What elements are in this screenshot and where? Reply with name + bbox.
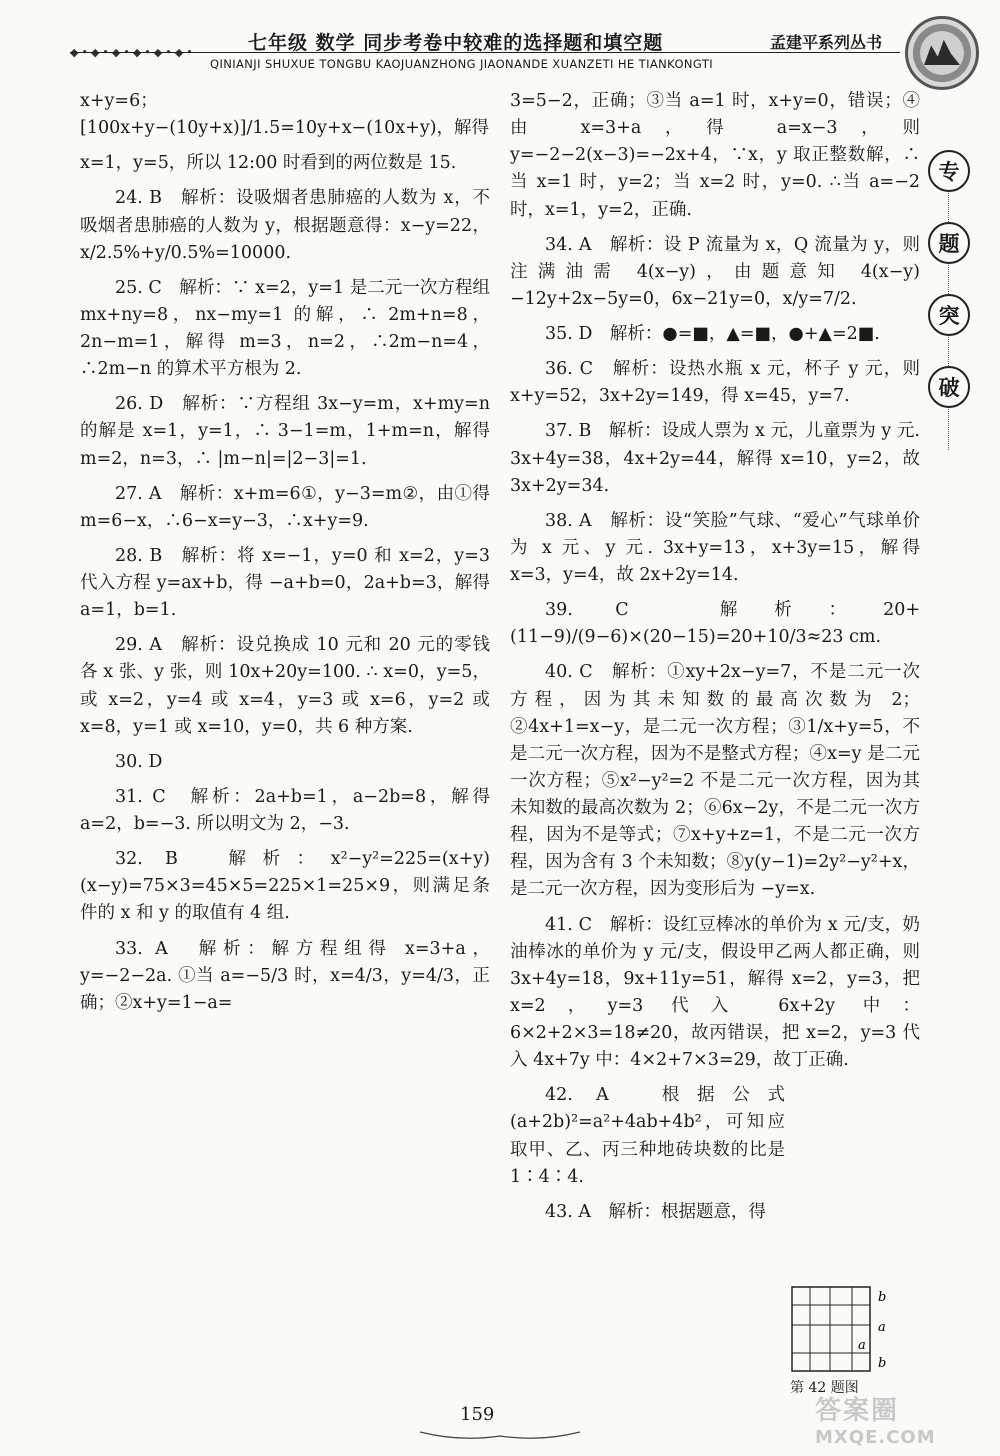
answer-24: 24. B 解析：设吸烟者患肺癌的人数为 x，不吸烟者患肺癌的人数为 y，根据题意得：x−y=22，x/2.5%+y/0.5%=10000. bbox=[80, 188, 490, 263]
answer-28: 28. B 解析：将 x=−1，y=0 和 x=2，y=3 代入方程 y=ax+b，得 −a+b=0，2a+b=3，解得 a=1，b=1. bbox=[80, 545, 490, 621]
tile-grid-diagram bbox=[790, 1285, 890, 1375]
answer-30: 30. D bbox=[115, 751, 163, 772]
answer-39: 39. C 解析：20+(11−9)/(9−6)×(20−15)=20+10/3≈23 cm. bbox=[510, 600, 920, 648]
side-seal-3: 突 bbox=[928, 294, 970, 336]
answer-40: 40. C 解析：①xy+2x−y=7，不是二元一次方程，因为其未知数的最高次数为 2；②4x+1=x−y，是二元一次方程；③1/x+y=5，不是二元一次方程，因为不是整式方程；④x=y 是二元一次方程；⑤x²−y²=2 不是二元一次方程，因为其未知数的最高次数为 2；⑥6x−2y，不是二元一次方程，因为不是等式；⑦x+y+z=1，不是二元一次方程，因为含有 3 个未知数；⑧y(y−1)=2y²−y²+x，是二元一次方程，因为变形后为 −y=x. bbox=[510, 662, 920, 900]
figure-caption: 第 42 题图 bbox=[790, 1380, 859, 1396]
side-seal-4: 破 bbox=[928, 366, 970, 408]
side-seal-1: 专 bbox=[928, 150, 970, 192]
answer-25: 25. C 解析：∵ x=2，y=1 是二元一次方程组 mx+ny=8，nx−my=1 的解，∴ 2m+n=8，2n−m=1，解得 m=3，n=2，∴2m−n=4，∴2m−n 的算术平方根为 2. bbox=[80, 277, 490, 380]
header-pinyin: QINIANJI SHUXUE TONGBU KAOJUANZHONG JIAONANDE XUANZETI HE TIANKONGTI bbox=[210, 57, 714, 71]
answer-text: x=1，y=5，所以 12:00 时看到的两位数是 15. bbox=[80, 153, 457, 174]
answer-34: 34. A 解析：设 P 流量为 x，Q 流量为 y，则注满油需 4(x−y)，由题意知 4(x−y)−12y+2x−5y=0，6x−21y=0，x/y=7/2. bbox=[510, 234, 920, 309]
side-seal-2: 题 bbox=[928, 222, 970, 264]
figure-label-b-bottom: b bbox=[878, 1356, 887, 1371]
figure-label-a-inner: a bbox=[858, 1338, 866, 1353]
answer-27: 27. A 解析：x+m=6①，y−3=m②，由①得 m=6−x，∴6−x=y−3，∴x+y=9. bbox=[80, 483, 490, 531]
page-ornament-icon bbox=[410, 1428, 590, 1442]
header-rule bbox=[70, 52, 900, 53]
watermark-line2: MXQE.COM bbox=[815, 1427, 936, 1448]
answer-26: 26. D 解析：∵方程组 3x−y=m，x+my=n 的解是 x=1，y=1，∴ 3−1=m，1+m=n，解得 m=2，n=3，∴ |m−n|=|2−3|=1. bbox=[80, 394, 490, 469]
answer-33: 33. A 解析：解方程组得 x=3+a，y=−2−2a. ①当 a=−5/3 时，x=4/3，y=4/3，正确；②x+y=1−a= bbox=[80, 938, 490, 1013]
header-dot-ornament: ◆•◆•◆•◆•◆•◆• bbox=[70, 46, 196, 59]
answer-42: 42. A 根据公式 (a+2b)²=a²+4ab+4b²，可知应取甲、乙、丙三种地砖块数的比是 1∶4∶4. bbox=[510, 1085, 785, 1187]
left-column bbox=[80, 88, 490, 1025]
figure-label-a-right: a bbox=[878, 1320, 886, 1335]
answer-32: 32. B 解析：x²−y²=225=(x+y)(x−y)=75×3=45×5=225×1=25×9，则满足条件的 x 和 y 的取值有 4 组. bbox=[80, 849, 490, 924]
answer-37: 37. B 解析：设成人票为 x 元，儿童票为 y 元. 3x+4y=38，4x+2y=44，解得 x=10，y=2，故 3x+2y=34. bbox=[510, 421, 920, 496]
answer-29: 29. A 解析：设兑换成 10 元和 20 元的零钱各 x 张、y 张，则 10x+20y=100. ∴ x=0，y=5，或 x=2，y=4 或 x=4，y=3 或 x=6，y=2 或 x=8，y=1 或 x=10，y=0，共 6 种方案. bbox=[80, 635, 490, 737]
answer-43: 43. A 解析：根据题意，得 bbox=[545, 1201, 767, 1222]
watermark bbox=[815, 1390, 995, 1450]
header-series: 孟建平系列丛书 bbox=[770, 33, 883, 52]
figure-42 bbox=[790, 1285, 890, 1397]
answer-36: 36. C 解析：设热水瓶 x 元，杯子 y 元，则 x+y=52，3x+2y=149，得 x=45，y=7. bbox=[510, 359, 920, 407]
answer-38: 38. A 解析：设“笑脸”气球、“爱心”气球单价为 x 元、y 元. 3x+y=13，x+3y=15，解得 x=3，y=4，故 2x+2y=14. bbox=[510, 510, 920, 585]
header-title: 七年级 数学 同步考卷中较难的选择题和填空题 bbox=[248, 32, 664, 54]
series-logo-icon bbox=[905, 16, 979, 90]
answer-31: 31. C 解析：2a+b=1，a−2b=8，解得 a=2，b=−3. 所以明文为 2，−3. bbox=[80, 786, 490, 834]
watermark-line1: 答案圈 bbox=[815, 1396, 900, 1426]
answer-35: 35. D 解析：●=■，▲=■，●+▲=2■. bbox=[545, 324, 880, 344]
side-seals bbox=[924, 150, 984, 438]
answer-33-continued: 3=5−2，正确；③当 a=1 时，x+y=0，错误；④由 x=3+a，得 a=x−3，则 y=−2−2(x−3)=−2x+4，∵x，y 取正整数解，∴当 x=1 时，y=2；当 x=2 时，y=0. ∴当 a=−2 时，x=1，y=2，正确. bbox=[510, 91, 920, 220]
answer-41: 41. C 解析：设红豆棒冰的单价为 x 元/支，奶油棒冰的单价为 y 元/支，假设甲乙两人都正确，则 3x+4y=18，9x+11y=51，解得 x=2，y=3，把 x=2，y=3 代入 6x+2y 中：6×2+2×3=18≠20，故丙错误，把 x=2，y=3 代入 4x+7y 中：4×2+7×3=29，故丁正确. bbox=[510, 914, 920, 1071]
page-number: 159 bbox=[460, 1404, 495, 1425]
figure-label-b-top: b bbox=[878, 1290, 887, 1305]
answer-text: x+y=6；[100x+y−(10y+x)]/1.5=10y+x−(10x+y)，解得 bbox=[80, 91, 490, 139]
page-header bbox=[0, 0, 1000, 86]
right-column bbox=[510, 88, 920, 1234]
